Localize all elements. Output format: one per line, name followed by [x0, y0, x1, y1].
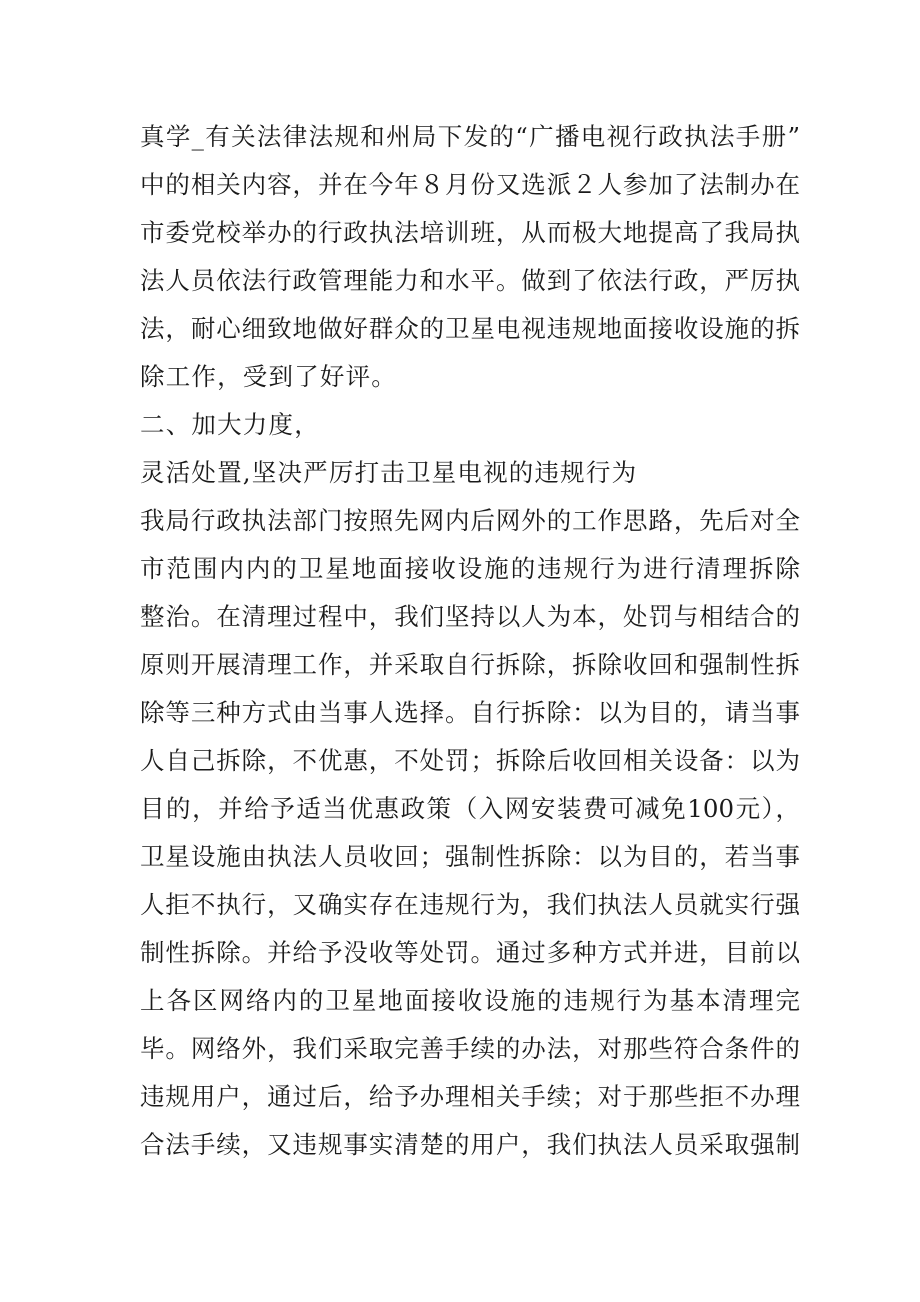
text-line: 原则开展清理工作，并采取自行拆除，拆除收回和强制性拆	[140, 650, 800, 679]
text-line: 合法手续，又违规事实清楚的用户，我们执法人员采取强制	[140, 1130, 800, 1159]
text-line: 市委党校举办的行政执法培训班，从而极大地提高了我局执	[140, 218, 800, 247]
text-line: 目的，并给予适当优惠政策（入网安装费可减免100元），	[140, 794, 800, 823]
text-line: 我局行政执法部门按照先网内后网外的工作思路，先后对全	[140, 506, 800, 535]
text-line: 除等三种方式由当事人选择。自行拆除：以为目的，请当事	[140, 698, 800, 727]
text-line: 制性拆除。并给予没收等处罚。通过多种方式并进，目前以	[140, 938, 800, 967]
text-line: 市范围内内的卫星地面接收设施的违规行为进行清理拆除	[140, 554, 800, 583]
text-line: 法人员依法行政管理能力和水平。做到了依法行政，严厉执	[140, 266, 800, 295]
section-heading: 二、加大力度，	[140, 410, 320, 439]
document-body	[140, 113, 800, 1169]
text-line: 毕。网络外，我们采取完善手续的办法，对那些符合条件的	[140, 1034, 800, 1063]
section-subheading: 灵活处置,坚决严厉打击卫星电视的违规行为	[140, 458, 638, 487]
text-line: 法，耐心细致地做好群众的卫星电视违规地面接收设施的拆	[140, 314, 800, 343]
text-line: 真学_有关法律法规和州局下发的“广播电视行政执法手册”	[140, 122, 800, 151]
text-line: 人自己拆除，不优惠，不处罚；拆除后收回相关设备：以为	[140, 746, 800, 775]
text-line: 中的相关内容，并在今年８月份又选派２人参加了法制办在	[140, 170, 800, 199]
text-line: 上各区网络内的卫星地面接收设施的违规行为基本清理完	[140, 986, 800, 1015]
text-line: 违规用户，通过后，给予办理相关手续；对于那些拒不办理	[140, 1082, 800, 1111]
text-line: 整治。在清理过程中，我们坚持以人为本，处罚与相结合的	[140, 602, 800, 631]
text-line: 除工作，受到了好评。	[140, 362, 397, 391]
text-line: 人拒不执行，又确实存在违规行为，我们执法人员就实行强	[140, 890, 800, 919]
text-line: 卫星设施由执法人员收回；强制性拆除：以为目的，若当事	[140, 842, 800, 871]
